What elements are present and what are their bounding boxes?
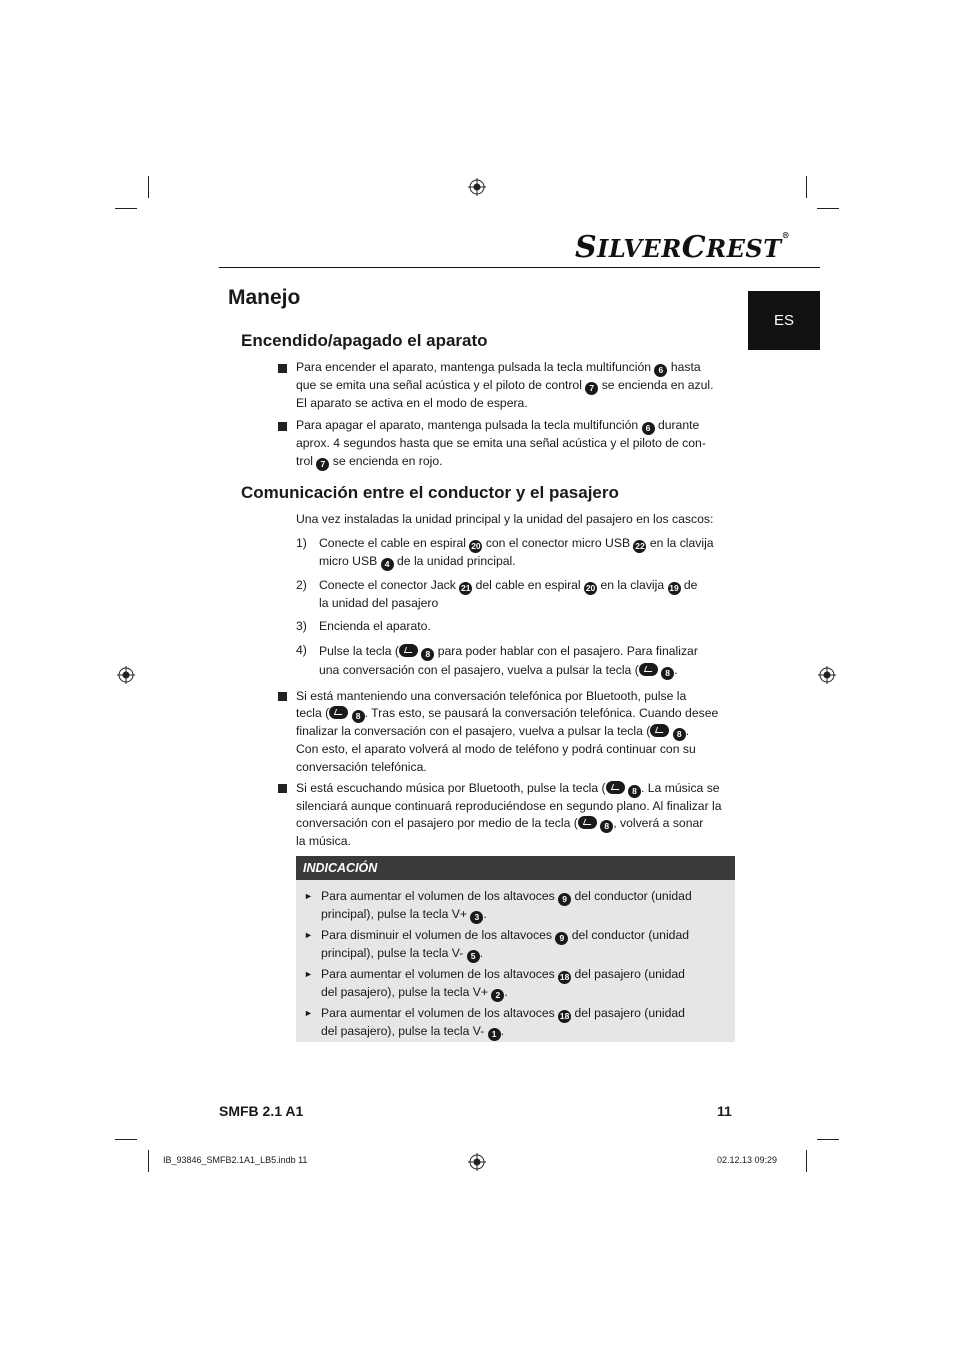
- list-item: Si está escuchando música por Bluetooth, pulse la tecla ( 8 . La música se silenciará aunque continuará reproduciéndose en segundo plano. Al finalizar la conversación con el pasajero por medio de la tecla ( 8 , volverá a sonar la música.: [296, 781, 722, 849]
- arrow-right-icon: ►: [304, 930, 313, 940]
- intercom-key-icon: [650, 724, 669, 737]
- bullet-square: [278, 422, 287, 431]
- subsection-title: Encendido/apagado el aparato: [241, 331, 488, 350]
- crop-mark: [817, 208, 839, 209]
- crop-mark: [148, 176, 149, 198]
- model-number: SMFB 2.1 A1: [219, 1103, 304, 1119]
- registration-mark-icon: [468, 1153, 486, 1171]
- subsection-title: Comunicación entre el conductor y el pasajero: [241, 483, 619, 502]
- step-number: 3): [296, 619, 307, 633]
- note-item: Para aumentar el volumen de los altavoces 18 del pasajero (unidad del pasajero), pulse la tecla V- 1 .: [321, 1006, 685, 1039]
- step-number: 1): [296, 536, 307, 550]
- registration-mark-icon: [117, 666, 135, 684]
- crop-mark: [115, 1139, 137, 1140]
- section-title: Manejo: [228, 286, 301, 309]
- intercom-key-icon: [639, 663, 658, 676]
- step-number: 2): [296, 578, 307, 592]
- crop-mark: [817, 1139, 839, 1140]
- intercom-key-icon: [606, 781, 625, 794]
- note-heading: INDICACIÓN: [296, 856, 735, 880]
- arrow-right-icon: ►: [304, 1008, 313, 1018]
- header-rule: [219, 267, 820, 268]
- step-text: Conecte el cable en espiral 20 con el conector micro USB 22 en la clavija micro USB 4 de la unidad principal.: [319, 536, 714, 569]
- bullet-square: [278, 364, 287, 373]
- step-text: Pulse la tecla ( 8 para poder hablar con el pasajero. Para finalizar una conversación con el pasajero, vuelva a pulsar la tecla ( 8 .: [319, 644, 698, 678]
- intercom-key-icon: [578, 816, 597, 829]
- registration-mark-icon: [468, 178, 486, 196]
- note-item: Para disminuir el volumen de los altavoces 9 del conductor (unidad principal), pulse la tecla V- 5 .: [321, 928, 689, 961]
- print-slug-date: 02.12.13 09:29: [717, 1155, 778, 1165]
- crop-mark: [115, 208, 137, 209]
- list-item: Para encender el aparato, mantenga pulsada la tecla multifunción 6 hasta que se emita una señal acústica y el piloto de control 7 se encienda en azul. El aparato se activa en el modo de espera.: [296, 360, 714, 410]
- crop-mark: [806, 176, 807, 198]
- step-text: Encienda el aparato.: [319, 619, 431, 633]
- list-item: Para apagar el aparato, mantenga pulsada la tecla multifunción 6 durante aprox. 4 segundos hasta que se emita una señal acústica y el piloto de con- trol 7 se encienda en rojo.: [296, 418, 706, 469]
- arrow-right-icon: ►: [304, 891, 313, 901]
- brand-logo: SILVERCREST®: [575, 230, 791, 265]
- bullet-square: [278, 692, 287, 701]
- list-item: Si está manteniendo una conversación telefónica por Bluetooth, pulse la tecla ( 8 . Tras esto, se pausará la conversación telefónica. Cuando desee finalizar la conversación con el pasajero, vuelva a pulsar la tecla ( 8 . Con esto, el aparato volverá al modo de teléfono y podrá continuar con su conversación telefónica.: [296, 689, 719, 774]
- bullet-square: [278, 784, 287, 793]
- step-number: 4): [296, 643, 307, 657]
- crop-mark: [148, 1150, 149, 1172]
- intercom-key-icon: [399, 644, 418, 657]
- note-item: Para aumentar el volumen de los altavoces 18 del pasajero (unidad del pasajero), pulse la tecla V+ 2 .: [321, 967, 685, 1000]
- print-slug-file: IB_93846_SMFB2.1A1_LB5.indb 11: [163, 1155, 308, 1165]
- language-tab: ES: [748, 291, 820, 350]
- crop-mark: [806, 1150, 807, 1172]
- step-text: Conecte el conector Jack 21 del cable en espiral 20 en la clavija 19 de la unidad del pasajero: [319, 578, 698, 610]
- arrow-right-icon: ►: [304, 969, 313, 979]
- note-item: Para aumentar el volumen de los altavoces 9 del conductor (unidad principal), pulse la tecla V+ 3 .: [321, 889, 692, 922]
- page-number: 11: [717, 1103, 732, 1119]
- intercom-key-icon: [329, 706, 348, 719]
- registration-mark-icon: [818, 666, 836, 684]
- intro-paragraph: Una vez instaladas la unidad principal y la unidad del pasajero en los cascos:: [296, 512, 714, 526]
